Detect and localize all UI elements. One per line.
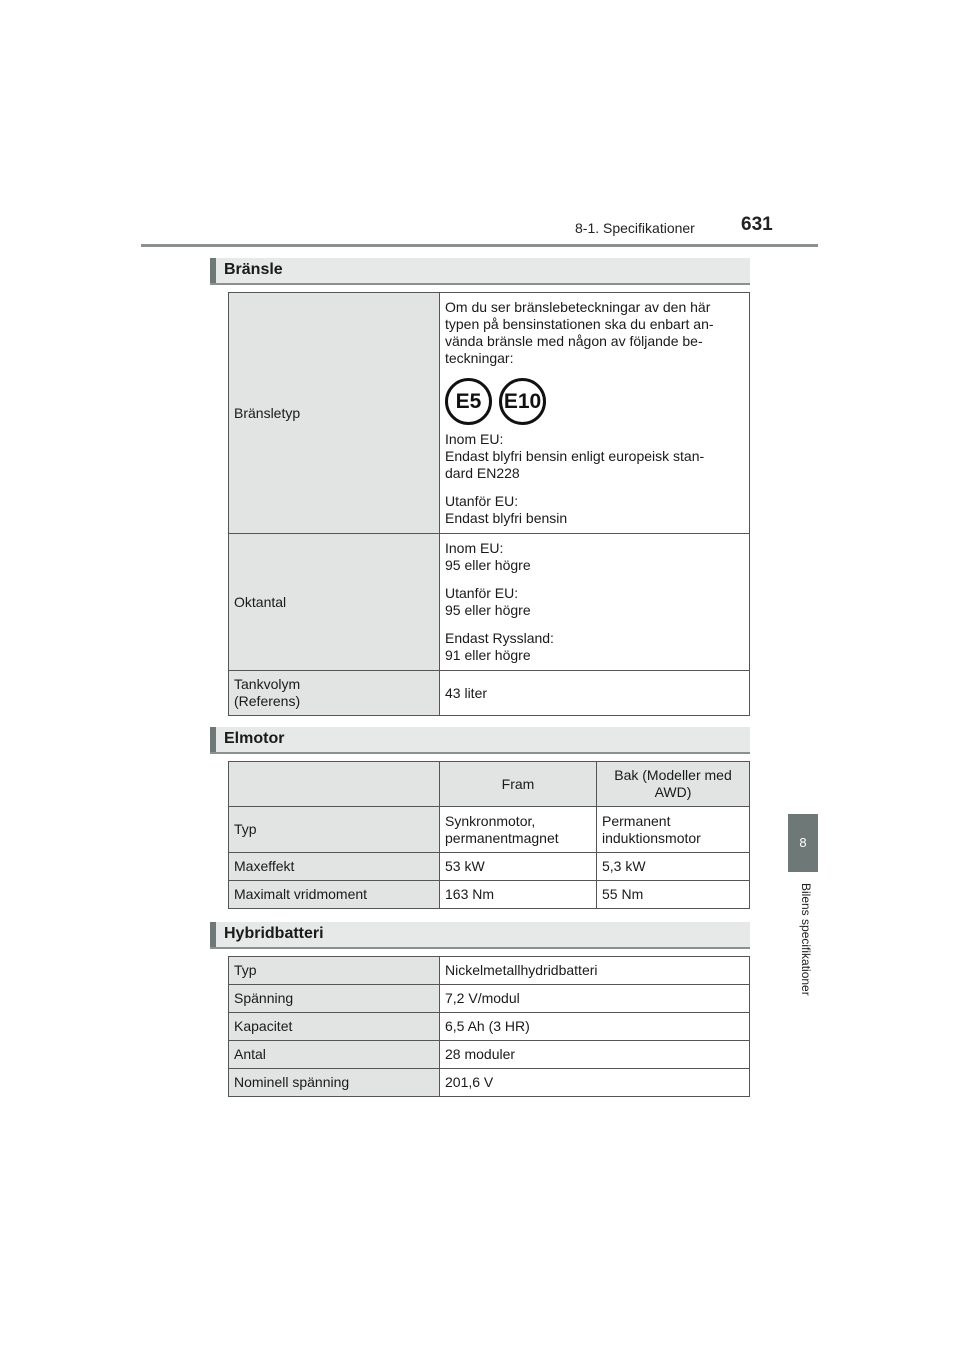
table-row — [229, 853, 750, 881]
tank-value: 43 liter — [440, 671, 750, 716]
max-power-front: 53 kW — [440, 853, 597, 881]
motor-type-label: Typ — [229, 807, 440, 853]
octane-outside-eu: Utanför EU: 95 eller högre — [445, 585, 531, 618]
table-row — [229, 671, 750, 716]
battery-type-value: Nickelmetallhydridbatteri — [440, 957, 750, 985]
max-torque-front: 163 Nm — [440, 881, 597, 909]
octane-russia: Endast Ryssland: 91 eller högre — [445, 630, 554, 663]
section-reference: 8-1. Specifikationer — [575, 220, 695, 236]
max-torque-rear: 55 Nm — [597, 881, 750, 909]
section-title: Elmotor — [224, 730, 285, 747]
e5-fuel-label-icon: E5 — [445, 378, 492, 425]
max-power-rear: 5,3 kW — [597, 853, 750, 881]
table-row — [229, 1041, 750, 1069]
section-title: Bränsle — [224, 261, 283, 278]
battery-capacity-value: 6,5 Ah (3 HR) — [440, 1013, 750, 1041]
fuel-type-value — [440, 293, 750, 534]
table-row — [229, 534, 750, 671]
max-torque-label: Maximalt vridmoment — [229, 881, 440, 909]
nominal-voltage-label: Nominell spänning — [229, 1069, 440, 1097]
table-row — [229, 293, 750, 534]
column-header-rear: Bak (Modeller med AWD) — [597, 762, 750, 807]
fuel-table — [228, 292, 750, 716]
fuel-inside-eu: Inom EU: Endast blyfri bensin enligt europeisk stan- dard EN228 — [445, 431, 705, 481]
octane-inside-eu: Inom EU: 95 eller högre — [445, 540, 531, 573]
battery-voltage-value: 7,2 V/modul — [440, 985, 750, 1013]
battery-capacity-label: Kapacitet — [229, 1013, 440, 1041]
battery-count-label: Antal — [229, 1041, 440, 1069]
fuel-intro: Om du ser bränslebeteckningar av den här typen på bensinstationen ska du enbart an- vända bränsle med någon av följande be- teckningar: — [445, 299, 714, 366]
motor-table — [228, 761, 750, 909]
table-row — [229, 985, 750, 1013]
max-power-label: Maxeffekt — [229, 853, 440, 881]
header-empty-cell — [229, 762, 440, 807]
table-row — [229, 807, 750, 853]
section-battery-heading — [210, 922, 750, 949]
e10-fuel-label-icon: E10 — [499, 378, 546, 425]
chapter-tab[interactable]: 8 — [788, 814, 818, 872]
tank-label: Tankvolym (Referens) — [229, 671, 440, 716]
table-row — [229, 881, 750, 909]
section-motor-heading — [210, 727, 750, 754]
battery-count-value: 28 moduler — [440, 1041, 750, 1069]
section-fuel-heading — [210, 258, 750, 285]
octane-value — [440, 534, 750, 671]
page-number: 631 — [741, 214, 773, 235]
nominal-voltage-value: 201,6 V — [440, 1069, 750, 1097]
table-header-row — [229, 762, 750, 807]
fuel-outside-eu: Utanför EU: Endast blyfri bensin — [445, 493, 568, 526]
battery-voltage-label: Spänning — [229, 985, 440, 1013]
octane-label: Oktantal — [229, 534, 440, 671]
section-title: Hybridbatteri — [224, 925, 324, 942]
motor-type-rear: Permanent induktionsmotor — [597, 807, 750, 853]
motor-type-front: Synkronmotor, permanentmagnet — [440, 807, 597, 853]
table-row — [229, 1069, 750, 1097]
battery-table — [228, 956, 750, 1097]
fuel-type-label: Bränsletyp — [229, 293, 440, 534]
battery-type-label: Typ — [229, 957, 440, 985]
header-divider — [141, 244, 818, 247]
chapter-label: Bilens specifikationer — [799, 883, 813, 996]
fuel-label-badges — [445, 378, 744, 425]
column-header-front: Fram — [440, 762, 597, 807]
table-row — [229, 1013, 750, 1041]
table-row — [229, 957, 750, 985]
